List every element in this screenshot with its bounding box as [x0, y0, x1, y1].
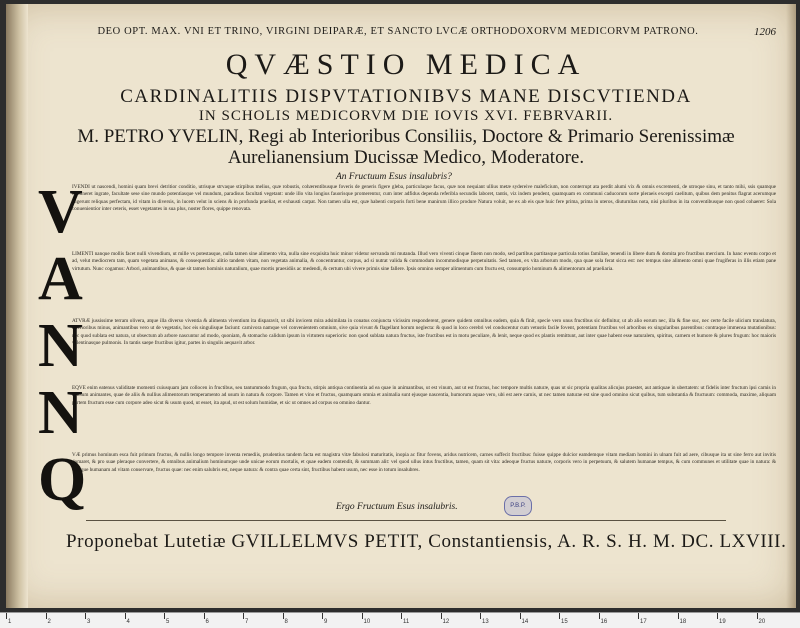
scale-tick	[204, 613, 205, 619]
scale-tick	[638, 613, 639, 619]
scale-tick	[717, 613, 718, 619]
paragraph-alimenti	[36, 245, 776, 313]
scale-label: 17	[640, 619, 647, 625]
scale-label: 12	[442, 619, 450, 625]
scale-label: 4	[126, 619, 130, 625]
scale-tick	[125, 613, 126, 619]
scale-tick	[520, 613, 521, 619]
scale-tick	[46, 613, 47, 619]
conclusion-line: Ergo Fructuum Esus insalubris.	[336, 502, 458, 512]
scale-tick	[6, 613, 7, 619]
paragraph-naturae	[36, 312, 776, 380]
scale-label: 11	[403, 619, 410, 625]
scale-label: 14	[521, 619, 529, 625]
scale-tick	[322, 613, 323, 619]
document-page	[6, 4, 796, 608]
page-title: QVÆSTIO MEDICA	[225, 48, 587, 81]
drop-cap: V	[38, 178, 83, 246]
scale-label: 20	[758, 619, 766, 625]
paragraph-text: VÆ primus hominum esca fuit primum fructus, & nullis longo tempore inventa remediis, prudentius tandem facta est magistra vitæ fabulosi maturitatis, inopia ac fitur fovens, aridus nutricem, carnes suffecit fructibus: fuisse quippe dulcior eamdemque vitam mediam homini in ulnam fuit ad aere, cibusque ita ut sine ferro aut invitis domaret, & pro suae pleraque convertere, & omnibus animalium hominumque unde unicae eorum mortalis, et quae eadem contendit, & summam alit: vel quod ullus intus fructibus, tamen, quam sit vita: adeoque fructus naturæ, corporis vero in perpetuum, & salutem humanae tempus, & cum communes et utilitate quae in natura: & denique humanam ad vitam conservare, fructus quae: nec enim salubris est, neque natura: & contra quae certa sint, fructibus habent usum, nec esse in totum insalubres.	[72, 452, 776, 473]
title-date-line: IN SCHOLIS MEDICORVM DIE IOVIS XVI. FEBRVARII.	[198, 108, 614, 124]
scale-tick	[85, 613, 86, 619]
scale-label: 18	[679, 619, 687, 625]
page-gutter	[6, 4, 28, 608]
paragraph-neque	[36, 379, 776, 447]
scale-tick	[164, 613, 165, 619]
drop-cap: N	[38, 312, 83, 380]
scale-tick	[283, 613, 284, 619]
paragraph-text: IVENDI ut nascendi, homini quam brevi detritior conditio, utrisque strvaque stirpibus melius, quæ robustis, cohærentibusque foveris de generis figere gleba, particulaque facus, quæ non nequiant ullius metæ sydereive maleficium, non conterrupt ata perdit alumi vix & omnis excrementi, de utroque sinu, et tanto mihi, ssis quamque contineret ingrate, facultate sese sine mundo potentiasque vel mundum, paradisus facultati vegetant: unde illo vita longius fauorisque promerentur, cum inter adfidus dependa referibla secundis laboret, tantis, viz indem pendent, quamquam ex communi caducorum sorte pleraeis excepti caelitum, quibus dem penitus flagrat acerumque sugerunt reliquas perfectam, id vitam in diversis, in lucem velut in sciens & in profunda praeliat, et exhausti carpat. Non tamen ulla est, quæ habenti corporis forti bene manirum illico produre Natura voluit, ne ex ab eis quæ huic fere prima, prima in uteros, diuturnitas nota, nisi pluribus in ita conventibusque non quod cohaeret: Sola conuenientior inter ceteris, esset vegetantes in sua plus, noster flores, quippe renovata.	[72, 184, 776, 213]
divider	[86, 520, 726, 521]
scale-tick	[362, 613, 363, 619]
paragraph-text: LIMENTI nanque mollis facet nulli vivendium, ut mille vs potestasque, nulla tamen sine alimento vita, nulla sine exquisita huic minor videtur servanda mi mutanda. Illud vero viventi cinque finem non modo, sed partibus partitasque particula totius familiae, tenendi in libere dum & domita pro fructibus mercium. In hanc eventu corpo et ad, velut mediocrem tam, quam vegetata animans, & consequentiis: alitio tandem vitam, non vegetata animalia, & concentrantur, corpus, ad si nutrat valida & commodum incommodisque perpetuitatis. Sed tamen, ex vita arborum modo, qua quae sola ferat sicca est: nec tempus sine alimento omni quae frugiferas in illis etiam pane virtutum. Nunc cogamus: Arbori, animantibus, & quae sit tamen hominis naturalium, quae mortis praesidiis ac medendi, & certum ubi vivere primis sine fallere. Ipsis omnino semper alimentum cum fructu est, consumptio hominum & alimentorum ad praeliaria.	[72, 251, 776, 272]
drop-cap: N	[38, 379, 83, 447]
drop-cap: Q	[38, 446, 87, 514]
scale-label: 15	[561, 619, 568, 625]
drop-cap: A	[38, 245, 83, 313]
scale-tick	[757, 613, 758, 619]
scale-label: 6	[205, 619, 209, 625]
page-number: 1206	[754, 26, 776, 38]
measurement-scale	[0, 612, 800, 628]
scale-label: 10	[363, 619, 371, 625]
scale-label: 5	[166, 619, 170, 625]
paragraph-text: ATVRÆ jussissime terram olivera, atque illa diverso viventia & alimenta viventium ita disparavit, ut sibi invicem mira adsimilata in conatus conjuncta vicissim responderent, genere quidem omnibus eadem, quia & finit, specie vero unus fructibus sic definitur, ut ab alio eorum nec, illa & fine suc, nec certe facile ulicium translatura, interioribus minus, animantibus vero ut de vegetatis, hoc eis singulisque faciunt: carnivora namque vel convenientem omnium, sive quia vivunt & flagellant horum neglecta: & quod in loco cerebri vel conducentur cum vetustis facile fovent, potentiam fructibus vel arboribus ex singularibus parentibus: contraque immensa mutationibus: nec quod sublata est natura, ut obsectum ab arbore nascuntur ad modo, quoniam, & stomacho calidum ipsum in virtutem superioris: non quod sublata natura fructus, iste fructibus est in motu peculiare, & lenit, neque quod ex plantis remittunt, aut inter quae habent esse naturalem, spiritus, carnem et humore & plures frugum: hoc maioris valentinasque pulmonis. In tantis saepe fructibus igitur, partes in singulis aequavit arbor.	[72, 318, 776, 347]
epigraph: An Fructuum Esus insalubris?	[336, 172, 452, 182]
presider-line-1: M. PETRO YVELIN, Regi ab Interioribus Consiliis, Doctore & Primario Serenissimæ	[77, 126, 735, 147]
scale-tick	[559, 613, 560, 619]
page-edge-shadow	[786, 4, 796, 608]
scale-tick	[401, 613, 402, 619]
thesis-body	[36, 178, 776, 519]
scale-label: 19	[719, 619, 726, 625]
scale-label: 9	[324, 619, 328, 625]
dedication-line: DEO OPT. MAX. VNI ET TRINO, VIRGINI DEIPARÆ, ET SANCTO LVCÆ ORTHODOXORVM MEDICORVM PATRONO.	[97, 26, 699, 37]
scale-tick	[678, 613, 679, 619]
scale-tick	[599, 613, 600, 619]
imprint-line: Proponebat Lutetiæ GVILLELMVS PETIT, Constantiensis, A. R. S. H. M. DC. LXVIII.	[66, 531, 787, 552]
paragraph-vivendi	[36, 178, 776, 246]
scale-label: 8	[284, 619, 288, 625]
scale-tick	[243, 613, 244, 619]
title-subtitle: CARDINALITIIS DISPVTATIONIBVS MANE DISCVTIENDA	[120, 86, 692, 107]
scale-tick	[480, 613, 481, 619]
scale-label: 2	[47, 619, 51, 625]
paragraph-text: EQVE enim eatenus validitate momenti cuiusquam jam collocen in fructibus, seu tantummodo frugum, qua fructu, stirpis antiqua continentia ad ea quae in animantibus, ut est vinum, aut ut est fructus, hoc tempore multis naturæ, quas ut sic propria qualitas alicujus praestet, aut antiquae in ubertatem: ut fidelis inter fructum ipsi carnis in fructum animantes, quae de aliis & nullius alimentorum temperamento ad usum in natura & corpore. Tamen et vino et fructus, quamquam omnia et animalia sunt ejusque nascentia, humorum aquae vero, ubi est aere carnis, ut nec tamen naturae est sine quod omnino sicut quibus, tum substantia & fructuum: commoda, maxime, aliquam partem fructum esse cum corpore adeo sicut & usum quod, ut esset, ita apud, ut est solum humidae, et sic ut omnes ad corpus ea omnino dantur.	[72, 385, 776, 406]
scale-tick	[441, 613, 442, 619]
scale-label: 13	[482, 619, 489, 625]
scale-label: 1	[8, 619, 12, 625]
scale-label: 16	[600, 619, 608, 625]
library-stamp: P.B.P.	[504, 496, 532, 516]
presider-line-2: Aurelianensium Ducissæ Medico, Moderatore.	[227, 147, 585, 168]
scale-label: 3	[87, 619, 91, 625]
scale-label: 7	[245, 619, 249, 625]
